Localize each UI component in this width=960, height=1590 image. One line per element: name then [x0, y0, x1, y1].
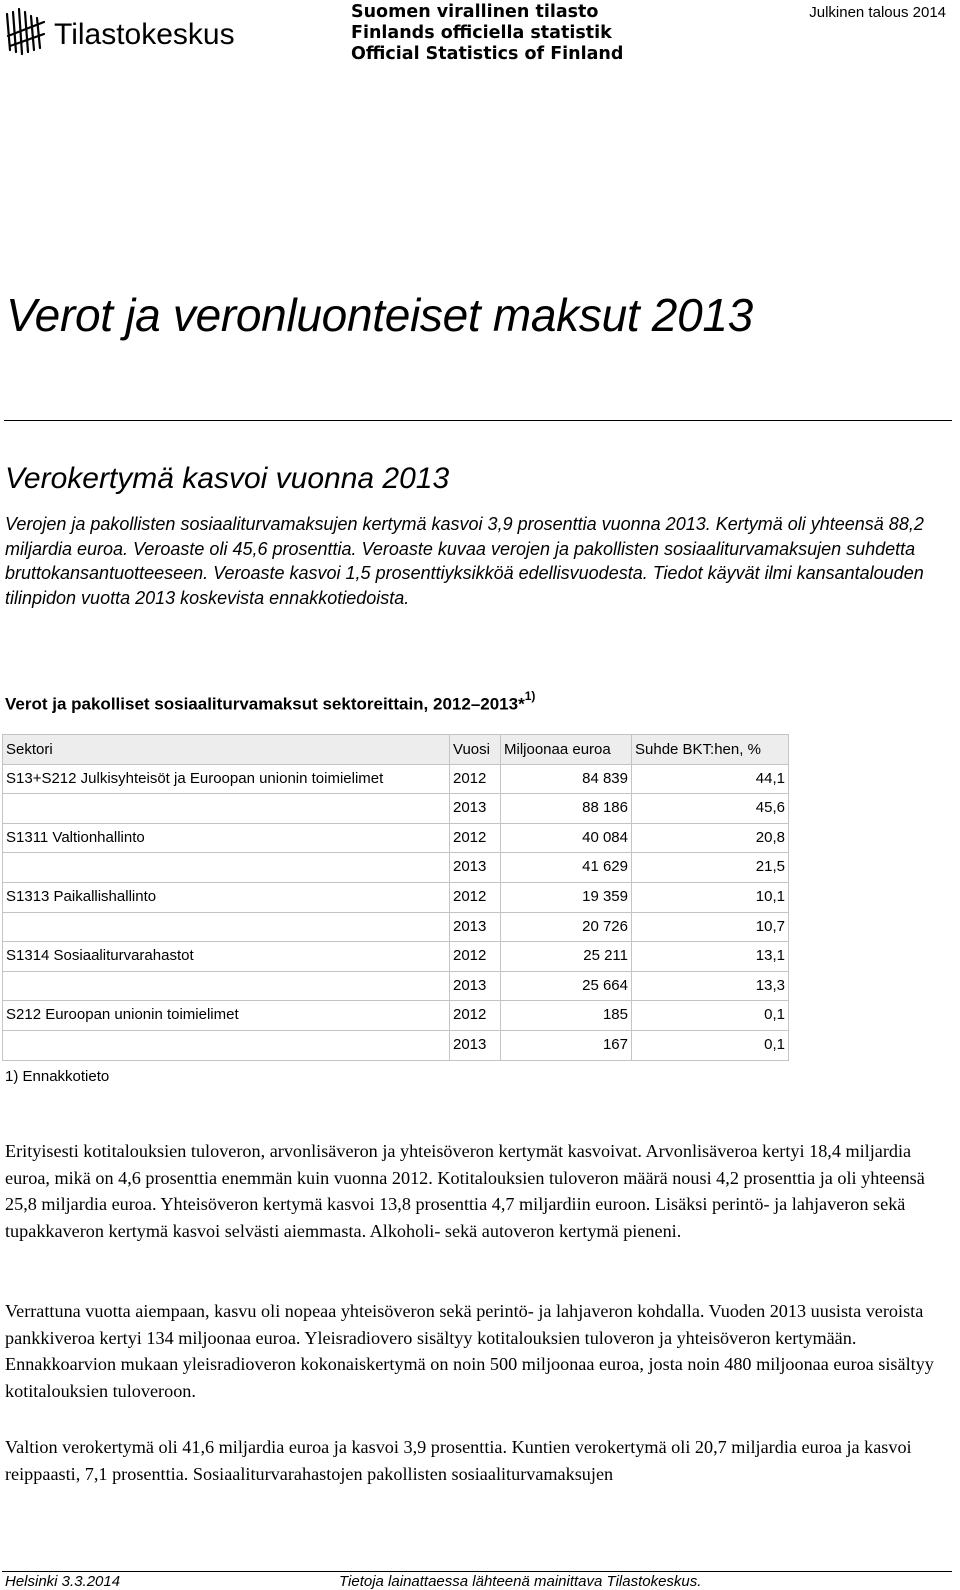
brand-line-fi: Suomen virallinen tilasto [351, 2, 599, 22]
table-cell-sector: S212 Euroopan unionin toimielimet [3, 1001, 450, 1031]
body-paragraph-1: Erityisesti kotitalouksien tuloveron, arvonlisäveron ja yhteisöveron kertymät kasvoivat. Arvonlisäveroa kertyi 18,4 miljardia euroa, mikä on 4,6 prosenttia enemmän kuin vuonna 2012. Kotitalouksien tuloveron määrä nousi 4,2 prosenttia ja oli yhteensä 25,8 miljardia euroa. Yhteisöveron kertymä kasvoi 13,8 prosenttia 4,7 miljardiin euroon. Lisäksi perintö- ja lahjaveron sekä tupakkaveron kertymä kasvoi selvästi aiemmasta. Alkoholi- sekä autoveron kertymä pieneni. [5, 1141, 925, 1241]
table-cell-year: 2013 [450, 971, 501, 1001]
table-row [3, 882, 789, 912]
section-headline: Verokertymä kasvoi vuonna 2013 [5, 462, 450, 495]
table-cell-gdp-ratio: 0,1 [632, 1030, 789, 1060]
table-cell-gdp-ratio: 13,1 [632, 942, 789, 972]
table-cell-million-eur: 20 726 [501, 912, 632, 942]
table-cell-year: 2012 [450, 1001, 501, 1031]
table-cell-gdp-ratio: 0,1 [632, 1001, 789, 1031]
brand-line-sv: Finlands officiella statistik [351, 23, 612, 43]
table-row [3, 912, 789, 942]
table-header-row [3, 735, 789, 765]
table-cell-year: 2013 [450, 853, 501, 883]
table-cell-year: 2012 [450, 882, 501, 912]
table-footnote: 1) Ennakkotieto [5, 1068, 110, 1085]
table-cell-million-eur: 25 211 [501, 942, 632, 972]
table-cell-million-eur: 84 839 [501, 764, 632, 794]
table-row [3, 794, 789, 824]
col-header-year: Vuosi [450, 735, 501, 765]
footer-divider [2, 1571, 952, 1572]
table-cell-sector [3, 794, 450, 824]
table-body [3, 764, 789, 1060]
col-header-gdp-ratio: Suhde BKT:hen, % [632, 735, 789, 765]
table-cell-year: 2012 [450, 942, 501, 972]
table-cell-million-eur: 167 [501, 1030, 632, 1060]
table-cell-sector: S1314 Sosiaaliturvarahastot [3, 942, 450, 972]
table-cell-sector: S1311 Valtionhallinto [3, 823, 450, 853]
col-header-million-eur: Miljoonaa euroa [501, 735, 632, 765]
table-cell-gdp-ratio: 10,7 [632, 912, 789, 942]
table-cell-million-eur: 25 664 [501, 971, 632, 1001]
table-cell-year: 2013 [450, 1030, 501, 1060]
logo-wordmark: Tilastokeskus [54, 18, 235, 51]
lead-paragraph: Verojen ja pakollisten sosiaaliturvamaksujen kertymä kasvoi 3,9 prosenttia vuonna 2013. Kertymä oli yhteensä 88,2 miljardia euroa. Veroaste oli 45,6 prosenttia. Veroaste kuvaa verojen ja pakollisten sosiaaliturvamaksujen suhdetta bruttokansantuotteeseen. Veroaste kasvoi 1,5 prosenttiyksikköä edellisvuodesta. Tiedot käyvät ilmi kansantalouden tilinpidon vuotta 2013 koskevista ennakkotiedoista. [5, 514, 924, 608]
table-title-note: 1) [524, 689, 536, 703]
table-cell-gdp-ratio: 44,1 [632, 764, 789, 794]
table-cell-sector: S1313 Paikallishallinto [3, 882, 450, 912]
table-cell-gdp-ratio: 10,1 [632, 882, 789, 912]
table-cell-year: 2013 [450, 794, 501, 824]
footer-citation-note: Tietoja lainattaessa lähteenä mainittava Tilastokeskus. [339, 1573, 702, 1590]
logo-mark-icon [4, 4, 236, 56]
table-cell-million-eur: 19 359 [501, 882, 632, 912]
footer-place-date: Helsinki 3.3.2014 [5, 1573, 121, 1590]
body-paragraph-2: Verrattuna vuotta aiempaan, kasvu oli nopeaa yhteisöveron sekä perintö- ja lahjaveron kohdalla. Vuoden 2013 uusista veroista pankkiveroa kertyi 134 miljoonaa euroa. Yleisradiovero sisältyy kotitalouksien tuloveron ja yhteisöveron kertymään. Ennakkoarvion mukaan yleisradioveron kokonaiskertymä on noin 500 miljoonaa euroa, josta noin 480 miljoonaa euroa sisältyy kotitalouksien tuloveroon. [5, 1301, 934, 1401]
publication-series: Julkinen talous 2014 [809, 4, 946, 21]
official-statistics-brand [351, 2, 623, 65]
table-cell-gdp-ratio: 45,6 [632, 794, 789, 824]
table-cell-sector [3, 912, 450, 942]
table-row [3, 853, 789, 883]
table-cell-sector: S13+S212 Julkisyhteisöt ja Euroopan unionin toimielimet [3, 764, 450, 794]
title-divider [4, 420, 952, 421]
tax-sector-table [2, 734, 789, 1061]
table-row [3, 1001, 789, 1031]
table-title [5, 689, 536, 715]
logo [4, 4, 236, 56]
col-header-sector: Sektori [3, 735, 450, 765]
table-row [3, 971, 789, 1001]
brand-line-en: Official Statistics of Finland [351, 44, 624, 64]
table-cell-gdp-ratio: 20,8 [632, 823, 789, 853]
table-row [3, 823, 789, 853]
table-row [3, 1030, 789, 1060]
table-cell-year: 2013 [450, 912, 501, 942]
table-row [3, 942, 789, 972]
table-cell-year: 2012 [450, 764, 501, 794]
table-title-text: Verot ja pakolliset sosiaaliturvamaksut sektoreittain, 2012–2013* [5, 694, 525, 714]
table-cell-gdp-ratio: 21,5 [632, 853, 789, 883]
table-cell-million-eur: 185 [501, 1001, 632, 1031]
table-cell-year: 2012 [450, 823, 501, 853]
table-cell-gdp-ratio: 13,3 [632, 971, 789, 1001]
table-cell-sector [3, 1030, 450, 1060]
table-cell-sector [3, 853, 450, 883]
table-cell-million-eur: 88 186 [501, 794, 632, 824]
body-paragraph-3: Valtion verokertymä oli 41,6 miljardia euroa ja kasvoi 3,9 prosenttia. Kuntien verokertymä oli 20,7 miljardia euroa ja kasvoi reippaasti, 7,1 prosenttia. Sosiaaliturvarahastojen pakollisten sosiaaliturvamaksujen [5, 1437, 912, 1484]
table-row [3, 764, 789, 794]
table-cell-million-eur: 40 084 [501, 823, 632, 853]
page-title: Verot ja veronluonteiset maksut 2013 [6, 289, 753, 341]
table-cell-sector [3, 971, 450, 1001]
table-cell-million-eur: 41 629 [501, 853, 632, 883]
